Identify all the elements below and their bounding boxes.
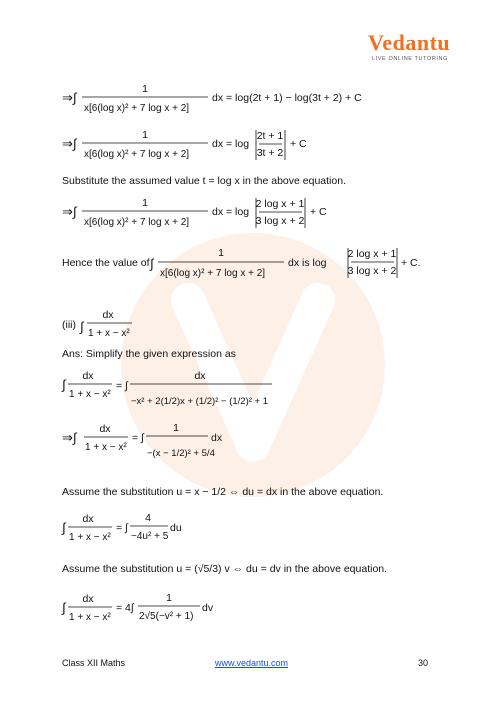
eq2-numerator: 1: [142, 129, 148, 141]
part-iii-numerator: dx: [102, 309, 114, 321]
eq5-rhs-den: −(x − 1/2)² + 5/4: [147, 448, 215, 459]
ans-text: Ans: Simplify the given expression as: [62, 348, 236, 360]
equals-integral: = ∫: [116, 522, 128, 534]
eq6-lhs-num: dx: [82, 513, 94, 525]
equals-integral: = ∫: [116, 380, 128, 392]
footer-website-link[interactable]: www.vedantu.com: [215, 658, 289, 668]
equation-7: [61, 592, 214, 623]
eq5-rhs-num: 1: [173, 422, 179, 434]
eq2-rhs-post: + C: [290, 138, 307, 150]
eq3-numerator: 1: [142, 197, 148, 209]
eq6-lhs-den: 1 + x − x²: [69, 532, 111, 543]
assume-text-2: Assume the substitution u = (√5/3) v ⇔ du = dv in the above equation.: [62, 563, 388, 575]
hence-line: [62, 247, 421, 279]
equation-5: [62, 422, 223, 459]
hence-is-text: dx is log: [288, 257, 327, 269]
integral-sign: ∫: [62, 600, 66, 615]
integral-sign: ∫: [62, 377, 66, 392]
eq2-frac-den: 3t + 2: [256, 147, 284, 159]
eq7-coef: = 4∫: [116, 602, 134, 614]
equation-6: [61, 512, 182, 543]
assume-text-1: Assume the substitution u = x − 1/2 ⇔ du = dx in the above equation.: [62, 486, 384, 498]
eq7-lhs-num: dx: [82, 593, 94, 605]
eq6-rhs-num: 4: [145, 512, 151, 524]
implies-integral: ⇒∫: [62, 204, 77, 219]
eq3-frac-den: 3 log x + 2: [255, 215, 305, 227]
logo-text: Vedantu: [368, 30, 451, 55]
equation-4: [61, 370, 272, 407]
hence-text: Hence the value of: [62, 257, 150, 269]
eq1-denominator: x[6(log x)² + 7 log x + 2]: [84, 103, 190, 114]
equals-integral: = ∫: [132, 432, 144, 444]
implies-integral: ⇒∫: [62, 136, 77, 151]
eq1-numerator: 1: [142, 83, 148, 95]
substitute-text: Substitute the assumed value t = log x in the above equation.: [62, 175, 346, 187]
logo-tagline: LIVE ONLINE TUTORING: [372, 56, 448, 62]
eq3-frac-num: 2 log x + 1: [255, 198, 305, 210]
part-iii: [62, 309, 132, 339]
eq6-tail: du: [170, 522, 182, 534]
eq7-rhs-den: 2√5(−v² + 1): [139, 611, 194, 622]
eq4-rhs-den: −x² + 2(1/2)x + (1/2)² − (1/2)² + 1: [131, 396, 269, 407]
part-iii-label: (iii): [62, 319, 76, 331]
eq2-frac-num: 2t + 1: [256, 130, 284, 142]
eq7-rhs-num: 1: [166, 592, 172, 604]
integral-sign: ∫: [150, 256, 154, 271]
eq5-tail: dx: [211, 432, 223, 444]
eq2-rhs-pre: dx = log: [212, 138, 250, 150]
page-number: 30: [418, 658, 429, 668]
eq5-lhs-num: dx: [99, 423, 111, 435]
eq4-lhs-num: dx: [82, 370, 94, 382]
eq4-lhs-den: 1 + x − x²: [69, 389, 111, 400]
footer-class-label: Class XII Maths: [62, 658, 126, 668]
hence-tail: + C.: [401, 257, 421, 269]
eq3-rhs-post: + C: [310, 206, 327, 218]
eq3-denominator: x[6(log x)² + 7 log x + 2]: [84, 217, 190, 228]
eq6-rhs-den: −4u² + 5: [131, 531, 169, 542]
eq4-rhs-num: dx: [194, 370, 206, 382]
eq1-rhs: dx = log(2t + 1) − log(3t + 2) + C: [212, 92, 362, 104]
equation-1: [62, 83, 362, 114]
hence-frac-den: 3 log x + 2: [347, 265, 397, 277]
hence-frac-num: 2 log x + 1: [347, 248, 397, 260]
hence-numerator: 1: [218, 247, 224, 259]
implies-integral: ⇒∫: [62, 430, 77, 445]
integral-sign: ∫: [62, 520, 66, 535]
eq7-lhs-den: 1 + x − x²: [69, 612, 111, 623]
eq2-denominator: x[6(log x)² + 7 log x + 2]: [84, 149, 190, 160]
eq5-lhs-den: 1 + x − x²: [85, 442, 127, 453]
eq7-tail: dv: [202, 602, 214, 614]
equation-3: [62, 197, 327, 228]
equation-2: [62, 129, 307, 160]
part-iii-denominator: 1 + x − x²: [88, 328, 130, 339]
implies-integral: ⇒∫: [62, 90, 77, 105]
integral-sign: ∫: [80, 319, 84, 334]
hence-denominator: x[6(log x)² + 7 log x + 2]: [160, 268, 266, 279]
eq3-rhs-pre: dx = log: [212, 206, 250, 218]
